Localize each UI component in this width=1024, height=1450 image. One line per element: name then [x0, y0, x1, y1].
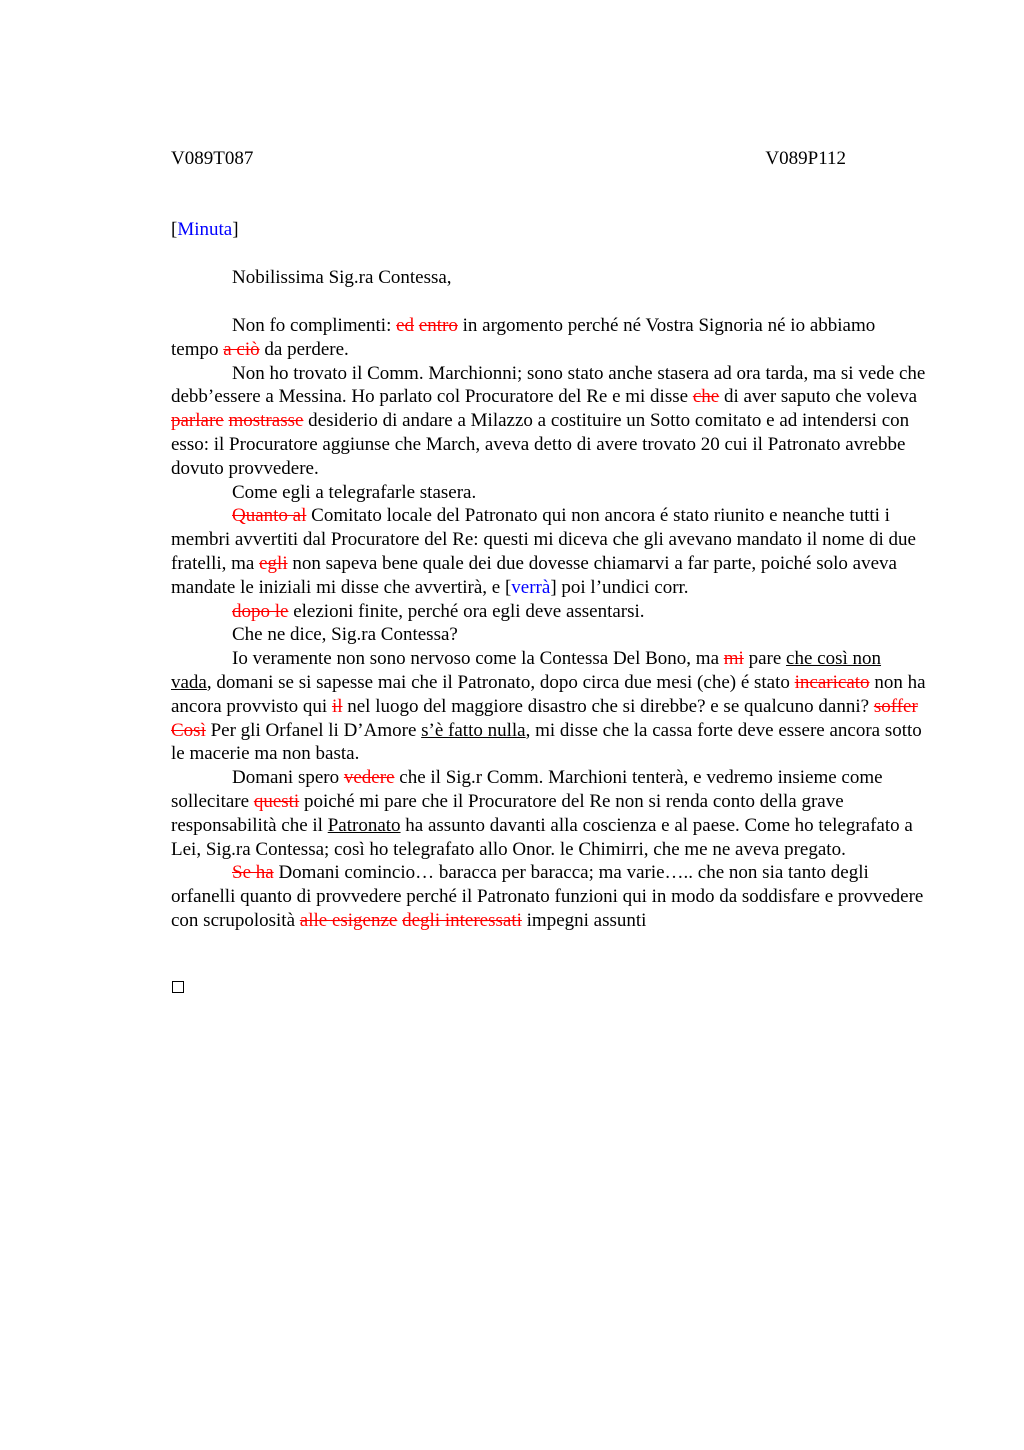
paragraph-2	[171, 362, 926, 481]
text-run: Come egli a telegrafarle stasera.	[232, 481, 477, 503]
deleted-text: degli interessati	[402, 909, 522, 931]
label-text: Minuta	[177, 219, 233, 240]
deleted-text: Se ha	[232, 862, 274, 884]
deleted-text: mostrasse	[228, 410, 304, 432]
text-run: Per gli Orfanel li D’Amore	[205, 719, 422, 741]
text-run: desiderio di andare a Milazzo a costituire un Sotto comitato e ad intendersi con esso: il Procuratore aggiunse che March, aveva detto di avere trovato 20 cui il Patronato avrebbe dovuto provvedere.	[171, 410, 910, 479]
text-run: Non ho trovato il Comm. Marchionni; sono stato anche stasera ad ora tarda, ma si vede che debb’essere a Messina. Ho parlato col Procuratore del Re e mi disse	[171, 362, 926, 408]
deleted-text: mi	[723, 648, 744, 670]
paragraph-1	[171, 314, 926, 362]
deleted-text: il	[331, 695, 343, 717]
text-run: nel luogo del maggiore disastro che si direbbe? e se qualcuno danni?	[342, 695, 874, 717]
draft-label	[171, 219, 239, 241]
text-run: impegni assunti	[521, 909, 647, 931]
empty-square-icon	[172, 981, 184, 993]
deleted-text: alle esigenze	[299, 909, 398, 931]
text-run: ] poi l’undici corr.	[550, 576, 689, 598]
deleted-text: Quanto al	[232, 505, 307, 527]
text-run: , domani se si sapesse mai che il Patronato, dopo circa due mesi (che) é stato	[206, 671, 795, 693]
paragraph-7	[171, 647, 926, 766]
paragraph-8	[171, 766, 926, 861]
greeting: Nobilissima Sig.ra Contessa,	[232, 267, 452, 288]
text-run: di aver saputo che voleva	[719, 386, 918, 408]
text-run: Io veramente non sono nervoso come la Contessa Del Bono, ma	[232, 648, 724, 670]
text-run: Domani spero	[232, 767, 344, 789]
text-run: non ha ancora provvisto qui	[171, 671, 926, 717]
underlined-text: Patronato	[327, 814, 401, 836]
deleted-text: parlare	[171, 410, 224, 432]
text-run: , mi disse che la cassa forte deve essere ancora sotto le macerie ma non basta.	[171, 719, 922, 765]
deleted-text: dopo le	[232, 600, 289, 622]
deleted-text: Così	[171, 719, 206, 741]
deleted-text: vedere	[343, 767, 395, 789]
text-run: ha assunto davanti alla coscienza e al paese. Come ho telegrafato a Lei, Sig.ra Contessa; così ho telegrafato allo Onor. le Chimirri, che me ne aveva pregato.	[171, 814, 913, 860]
text-run: che il Sig.r Comm. Marchioni tenterà, e vedremo insieme come sollecitare	[171, 767, 883, 812]
deleted-text: questi	[253, 790, 300, 812]
deleted-text: egli	[259, 552, 288, 574]
paragraph-4	[171, 504, 926, 599]
label-open-bracket: [	[171, 219, 178, 240]
text-run: Comitato locale del Patronato qui non ancora é stato riunito e neanche tutti i membri avvertiti dal Procuratore del Re: questi mi diceva che gli avevano mandato il nome di due fratelli, ma	[171, 505, 916, 574]
text-run: non sapeva bene quale dei due dovesse chiamarvi a far parte, poiché solo aveva mandate le iniziali mi disse che avvertirà, e [	[171, 552, 897, 598]
text-run: in argomento perché né Vostra Signoria né io abbiamo tempo	[171, 315, 876, 360]
text-run: poiché mi pare che il Procuratore del Re non si renda conto della grave responsabilità che il	[171, 790, 844, 836]
text-run: da perdere.	[259, 338, 349, 360]
text-run: Domani comincio… baracca per baracca; ma varie….. che non sia tanto degli orfanelli quanto di provvedere perché il Patronato funzioni qui in modo da soddisfare e provvedere con scrupolosità	[171, 862, 924, 931]
text-run: Che ne dice, Sig.ra Contessa?	[232, 624, 458, 646]
deleted-text: incaricato	[794, 671, 870, 693]
paragraph-5	[171, 600, 926, 624]
paragraph-3	[171, 481, 926, 505]
text-run: Non fo complimenti:	[232, 315, 397, 336]
document-code-left: V089T087	[171, 148, 254, 169]
deleted-text: soffer	[873, 695, 918, 717]
underlined-text: che così non vada	[171, 648, 882, 693]
deleted-text: che	[692, 386, 720, 408]
text-run: pare	[743, 648, 787, 670]
deleted-text: a ciò	[223, 338, 260, 360]
label-close-bracket: ]	[232, 219, 239, 240]
text-run: elezioni finite, perché ora egli deve assentarsi.	[288, 600, 645, 622]
deleted-text: entro	[418, 315, 458, 336]
underlined-text: s’è fatto nulla	[421, 719, 526, 741]
document-code-right: V089P112	[765, 148, 846, 169]
letter-body	[171, 314, 926, 933]
paragraph-6	[171, 623, 926, 647]
paragraph-9	[171, 861, 926, 932]
editorial-insertion: verrà	[511, 576, 551, 598]
deleted-text: ed	[396, 315, 415, 336]
